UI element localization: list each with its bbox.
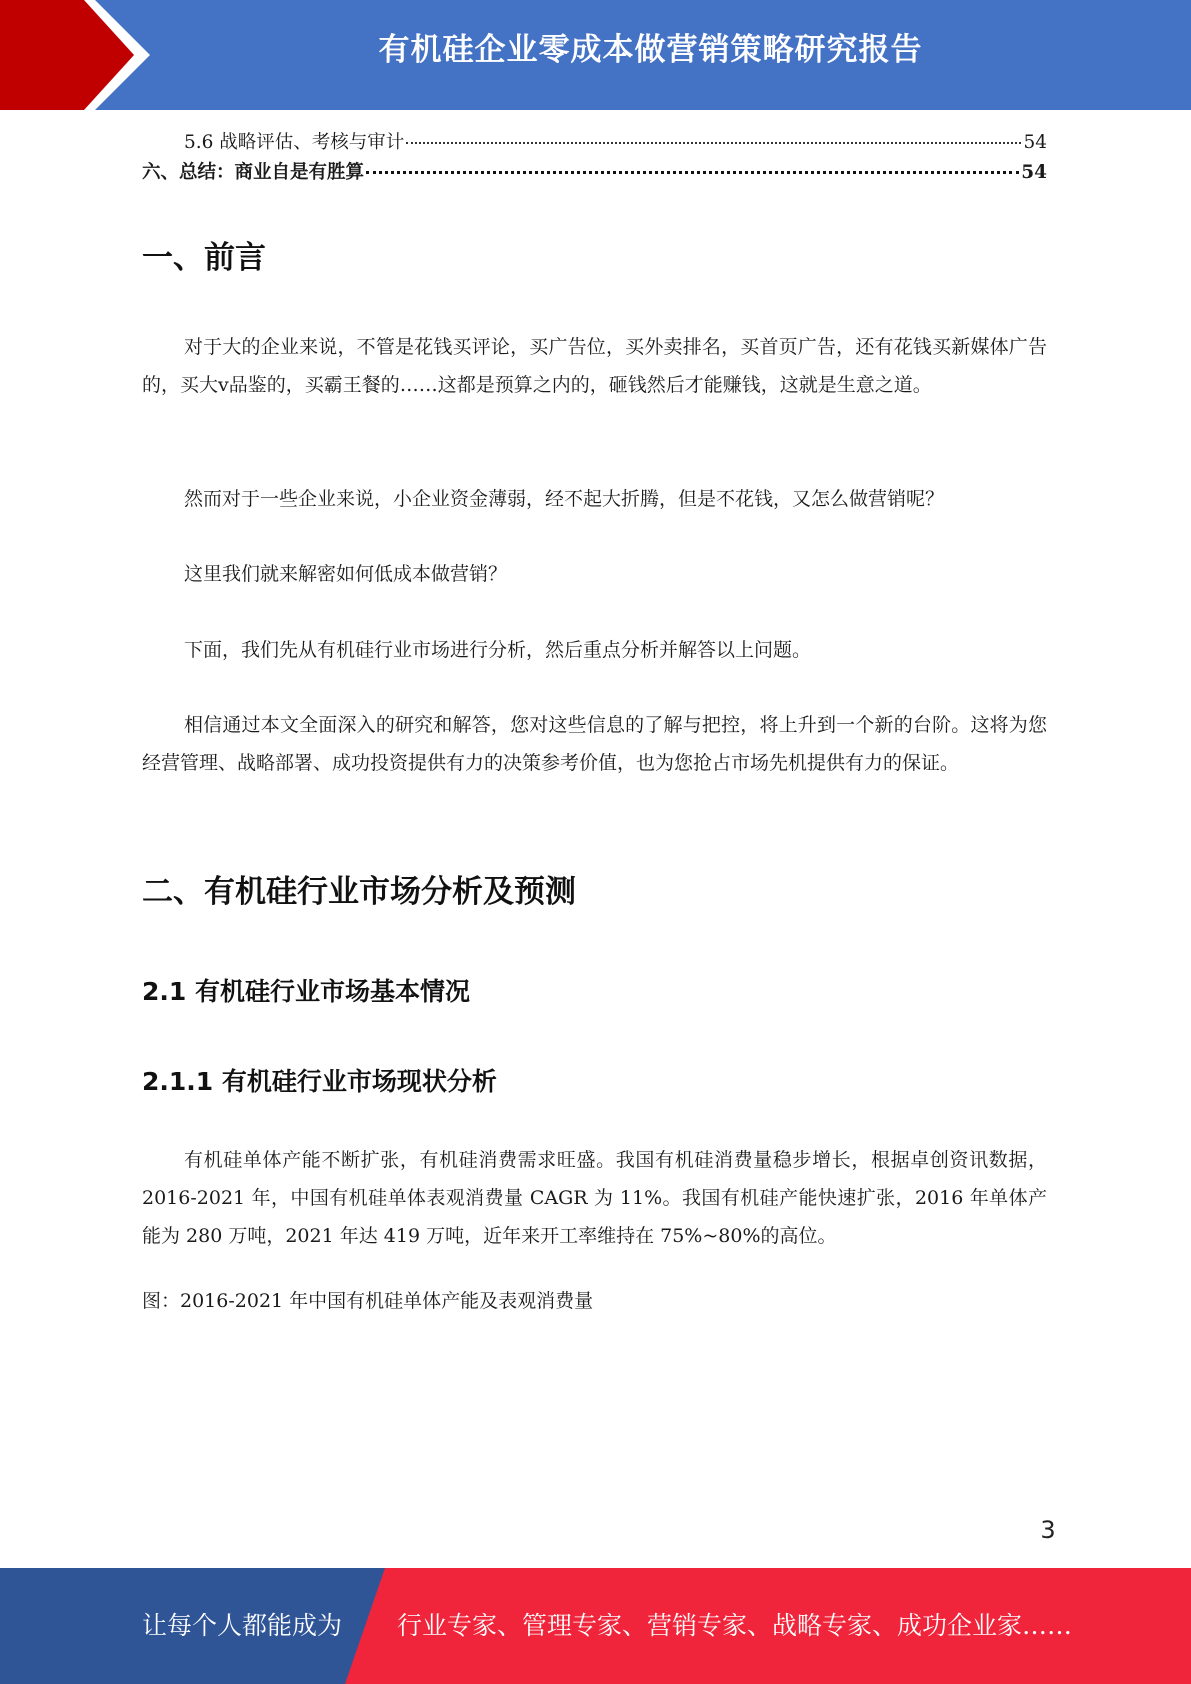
heading-preface: 一、前言 [142, 240, 266, 276]
toc-entry-6[interactable] [142, 158, 1047, 188]
figure-caption: 图：2016-2021 年中国有机硅单体产能及表观消费量 [142, 1290, 594, 1312]
heading-2-1-1: 2.1.1 有机硅行业市场现状分析 [142, 1067, 497, 1096]
heading-market-analysis: 二、有机硅行业市场分析及预测 [142, 874, 576, 910]
preface-paragraph-5: 相信通过本文全面深入的研究和解答，您对这些信息的了解与把控，将上升到一个新的台阶。这将为您经营管理、战略部署、成功投资提供有力的决策参考价值，也为您抢占市场先机提供有力的保证。 [142, 714, 1047, 774]
toc-dot-leader [406, 142, 1021, 144]
footer-slogan-right: 行业专家、管理专家、营销专家、战略专家、成功企业家…… [397, 1611, 1073, 1640]
market-paragraph: 有机硅单体产能不断扩张，有机硅消费需求旺盛。我国有机硅消费量稳步增长，根据卓创资讯数据，2016-2021 年，中国有机硅单体表观消费量 CAGR 为 11%。我国有机硅产能快速扩张，2016 年单体产能为 280 万吨，2021 年达 419 万吨，近年来开工率维持在 75%~80%的高位。 [142, 1149, 1047, 1247]
heading-2-1: 2.1 有机硅行业市场基本情况 [142, 977, 470, 1006]
footer-slogan-left: 让每个人都能成为 [142, 1611, 343, 1640]
toc-entry-label: 六、总结：商业自是有胜算 [142, 162, 365, 183]
toc-dot-leader [366, 171, 1019, 174]
page-header [0, 0, 1191, 110]
page-number: 3 [1040, 1516, 1056, 1544]
preface-paragraph-4: 下面，我们先从有机硅行业市场进行分析，然后重点分析并解答以上问题。 [184, 639, 812, 661]
toc-entry-page: 54 [1021, 162, 1047, 183]
preface-paragraph-3: 这里我们就来解密如何低成本做营销？ [184, 563, 508, 585]
preface-paragraph-1: 对于大的企业来说，不管是花钱买评论，买广告位，买外卖排名，买首页广告，还有花钱买新媒体广告的，买大v品鉴的，买霸王餐的……这都是预算之内的，砸钱然后才能赚钱，这就是生意之道。 [142, 336, 1047, 396]
report-title: 有机硅企业零成本做营销策略研究报告 [378, 32, 923, 68]
page-footer [0, 1568, 1191, 1684]
toc-entry-label: 5.6 战略评估、考核与审计 [184, 132, 405, 153]
preface-paragraph-2: 然而对于一些企业来说，小企业资金薄弱，经不起大折腾，但是不花钱，又怎么做营销呢？ [184, 488, 945, 510]
toc-entry-5-6[interactable] [184, 128, 1047, 158]
toc-entry-page: 54 [1023, 132, 1047, 153]
